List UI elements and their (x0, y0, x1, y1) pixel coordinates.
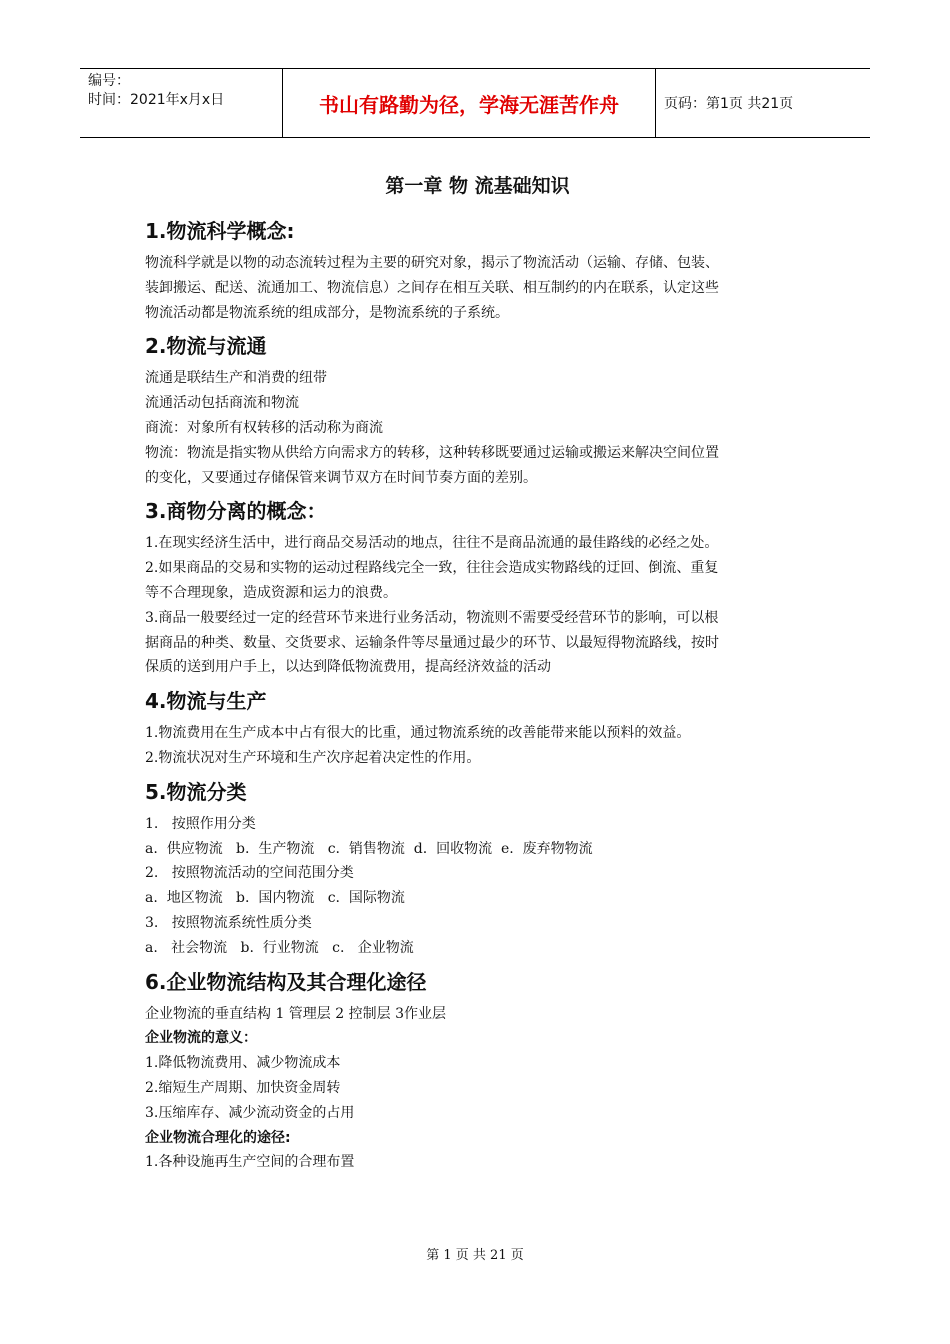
section-title: 5.物流分类 (145, 779, 247, 804)
paragraph-line: 2.如果商品的交易和实物的运动过程路线完全一致，往往会造成实物路线的迂回、倒流、重复 (145, 560, 719, 577)
paragraph-line: 物流活动都是物流系统的组成部分，是物流系统的子系统。 (145, 304, 509, 321)
page-info: 页码：第1页 共21页 (664, 96, 794, 112)
list-item: 1. 按照作用分类 (145, 815, 256, 832)
paragraph-line: 流通活动包括商流和物流 (145, 395, 299, 412)
paragraph-line: 企业物流的垂直结构 1 管理层 2 控制层 3作业层 (145, 1005, 446, 1022)
paragraph-line: 1.物流费用在生产成本中占有很大的比重，通过物流系统的改善能带来能以预料的效益。 (145, 725, 691, 742)
paragraph-line: 物流科学就是以物的动态流转过程为主要的研究对象，揭示了物流活动（运输、存储、包装、 (145, 255, 719, 271)
section-title: 2.物流与流通 (145, 334, 267, 359)
number-label: 编号： (88, 73, 130, 89)
paragraph-line: 流通是联结生产和消费的纽带 (145, 370, 327, 387)
motto: 书山有路勤为径，学海无涯苦作舟 (282, 69, 656, 137)
paragraph-line: 商流：对象所有权转移的活动称为商流 (145, 419, 383, 436)
list-item: 2.缩短生产周期、加快资金周转 (145, 1079, 341, 1096)
list-item: 3. 按照物流系统性质分类 (145, 914, 312, 931)
time-label: 时间：2021年x月x日 (88, 92, 225, 108)
paragraph-line: 物流：物流是指实物从供给方向需求方的转移，这种转移既要通过运输或搬运来解决空间位置 (145, 444, 719, 461)
paragraph-line: 等不合理现象，造成资源和运力的浪费。 (145, 584, 397, 601)
paragraph-line: 1.在现实经济生活中，进行商品交易活动的地点，往往不是商品流通的最佳路线的必经之处。 (145, 535, 719, 552)
header-meta (80, 69, 282, 137)
paragraph-line: 保质的送到用户手上，以达到降低物流费用，提高经济效益的活动 (145, 659, 551, 676)
section-title: 4.物流与生产 (145, 689, 267, 714)
list-item: 1.降低物流费用、减少物流成本 (145, 1055, 341, 1072)
list-item: 3.压缩库存、减少流动资金的占用 (145, 1104, 355, 1121)
paragraph-line: 3.商品一般要经过一定的经营环节来进行业务活动，物流则不需要受经营环节的影响，可以根 (145, 609, 719, 626)
subheading: 企业物流的意义： (145, 1030, 257, 1047)
subheading: 企业物流合理化的途径: (145, 1129, 291, 1146)
section-title: 6.企业物流结构及其合理化途径 (145, 969, 427, 994)
list-item: 1.各种设施再生产空间的合理布置 (145, 1154, 355, 1171)
paragraph-line: 据商品的种类、数量、交货要求、运输条件等尽量通过最少的环节、以最短得物流路线，按时 (145, 634, 719, 651)
paragraph-line: 的变化，又要通过存储保管来调节双方在时间节奏方面的差别。 (145, 469, 537, 486)
page-footer: 第 1 页 共 21 页 (426, 1248, 524, 1263)
list-item: a. 地区物流 b. 国内物流 c. 国际物流 (145, 890, 405, 907)
section-title: 3.商物分离的概念： (145, 499, 327, 524)
list-item: a. 社会物流 b. 行业物流 c. 企业物流 (145, 939, 414, 956)
section-title: 1.物流科学概念: (145, 219, 295, 243)
chapter-title: 第一章 物 流基础知识 (385, 175, 570, 197)
document-body (145, 168, 810, 1175)
paragraph-line: 2.物流状况对生产环境和生产次序起着决定性的作用。 (145, 749, 481, 766)
paragraph-line: 装卸搬运、配送、流通加工、物流信息）之间存在相互关联、相互制约的内在联系，认定这些 (145, 279, 719, 296)
list-item: 2. 按照物流活动的空间范围分类 (145, 865, 354, 882)
header-table (80, 68, 870, 138)
list-item: a. 供应物流 b. 生产物流 c. 销售物流 d. 回收物流 e. 废弃物物流 (145, 840, 593, 857)
